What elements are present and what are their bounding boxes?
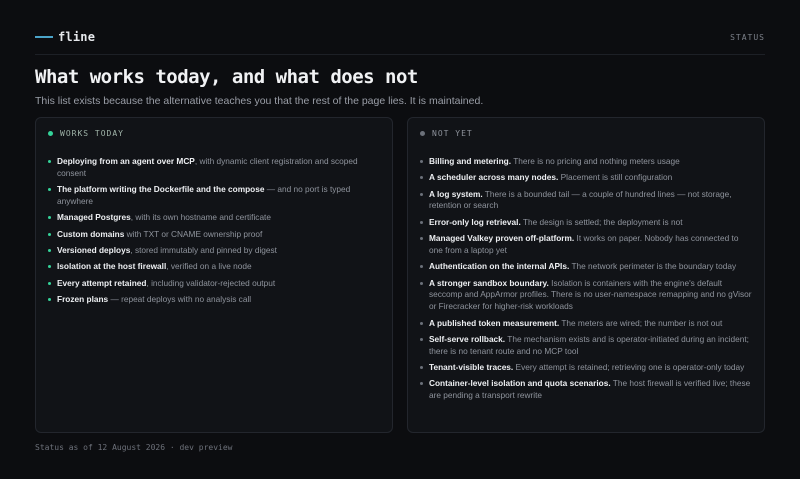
item-description: — and no port is typed anywhere xyxy=(57,184,351,206)
item-description: , verified on a live node xyxy=(166,261,252,272)
item-description: There is a bounded tail — a couple of hundred lines — not storage, retention or search xyxy=(429,188,732,211)
logo[interactable] xyxy=(35,30,95,44)
not-yet-card xyxy=(407,117,765,433)
list-item xyxy=(420,172,752,184)
page-subtitle: This list exists because the alternative teaches you that the rest of the page lies. It is maintained. xyxy=(35,95,484,107)
item-description: Isolation is containers with the engine's default seccomp and AppArmor profiles. There is no user-namespace remapping and no gVisor or Firecracker for higher-risk workloads xyxy=(429,277,752,312)
bullet-icon xyxy=(420,382,423,385)
item-description: , stored immutably and pinned by digest xyxy=(130,244,277,255)
works-today-list xyxy=(48,156,380,311)
item-title: Frozen plans xyxy=(57,294,109,305)
bullet-icon xyxy=(420,193,423,196)
item-description: , including validator-rejected output xyxy=(146,277,276,288)
bullet-icon xyxy=(420,160,423,163)
item-description: There is no pricing and nothing meters usage xyxy=(511,156,680,166)
item-title: Container-level isolation and quota scenarios. xyxy=(429,378,611,389)
item-title: Custom domains xyxy=(57,228,125,239)
status-footer: Status as of 12 August 2026 · dev preview xyxy=(35,443,233,452)
list-item xyxy=(48,184,380,207)
list-item xyxy=(420,278,752,313)
item-description: , with its own hostname and certificate xyxy=(130,212,271,223)
bullet-icon xyxy=(48,216,51,219)
list-item xyxy=(420,362,752,374)
bullet-icon xyxy=(420,338,423,341)
list-item xyxy=(420,378,752,401)
item-title: Versioned deploys xyxy=(57,244,131,255)
not-yet-heading xyxy=(420,129,473,138)
bullet-icon xyxy=(420,265,423,268)
list-item xyxy=(48,245,380,257)
item-title: Billing and metering. xyxy=(429,156,512,166)
logo-text: fline xyxy=(58,30,96,44)
bullet-icon xyxy=(48,298,51,301)
nav-status-link[interactable]: STATUS xyxy=(730,33,765,42)
list-item xyxy=(420,156,752,168)
bullet-icon xyxy=(48,265,51,268)
item-title: Self-serve rollback. xyxy=(429,333,506,344)
item-description: The network perimeter is the boundary today xyxy=(569,261,737,272)
list-item xyxy=(420,318,752,330)
item-description: The meters are wired; the number is not out xyxy=(559,317,723,328)
bullet-icon xyxy=(48,233,51,236)
works-today-card xyxy=(35,117,393,433)
list-item xyxy=(420,261,752,273)
item-title: A stronger sandbox boundary. xyxy=(429,277,549,288)
item-description: The design is settled; the deployment is not xyxy=(520,216,683,227)
not-yet-list xyxy=(420,156,752,407)
list-item xyxy=(48,261,380,273)
item-description: Every attempt is retained; retrieving one is operator-only today xyxy=(513,362,745,373)
bullet-icon xyxy=(48,249,51,252)
bullet-icon xyxy=(420,176,423,179)
bullet-icon xyxy=(420,237,423,240)
bullet-icon xyxy=(420,282,423,285)
bullet-icon xyxy=(48,160,51,163)
top-bar xyxy=(35,24,765,55)
works-today-heading-label: WORKS TODAY xyxy=(60,129,124,138)
logo-mark-icon xyxy=(35,36,53,38)
item-title: Managed Valkey proven off-platform. xyxy=(429,233,575,244)
bullet-icon xyxy=(420,221,423,224)
item-description: with TXT or CNAME ownership proof xyxy=(124,228,263,239)
item-description: It works on paper. Nobody has connected to one from a laptop yet xyxy=(429,233,739,255)
list-item xyxy=(48,229,380,241)
list-item xyxy=(48,156,380,179)
bullet-icon xyxy=(420,322,423,325)
green-status-dot-icon xyxy=(48,131,53,136)
list-item xyxy=(48,278,380,290)
page-title: What works today, and what does not xyxy=(35,66,418,88)
item-title: Every attempt retained xyxy=(57,277,147,288)
bullet-icon xyxy=(48,188,51,191)
list-item xyxy=(48,212,380,224)
item-description: , with dynamic client registration and scoped consent xyxy=(57,156,358,178)
grey-status-dot-icon xyxy=(420,131,425,136)
item-title: A log system. xyxy=(429,188,483,199)
works-today-heading xyxy=(48,129,124,138)
item-description: — repeat deploys with no analysis call xyxy=(108,294,252,305)
item-title: Error-only log retrieval. xyxy=(429,216,521,227)
item-title: A scheduler across many nodes. xyxy=(429,172,559,183)
item-title: The platform writing the Dockerfile and the compose xyxy=(57,184,265,195)
list-item xyxy=(420,233,752,256)
item-title: Isolation at the host firewall xyxy=(57,261,167,272)
item-title: A published token measurement. xyxy=(429,317,560,328)
not-yet-heading-label: NOT YET xyxy=(432,129,473,138)
item-title: Managed Postgres xyxy=(57,212,131,223)
list-item xyxy=(420,217,752,229)
item-title: Authentication on the internal APIs. xyxy=(429,261,570,272)
item-description: The mechanism exists and is operator-initiated during an incident; there is no tenant route and no MCP tool xyxy=(429,333,749,356)
bullet-icon xyxy=(420,366,423,369)
item-description: Placement is still configuration xyxy=(558,172,673,183)
list-item xyxy=(420,189,752,212)
list-item xyxy=(48,294,380,306)
item-description: The host firewall is verified live; these are pending a transport rewrite xyxy=(429,378,751,401)
list-item xyxy=(420,334,752,357)
item-title: Deploying from an agent over MCP xyxy=(57,156,195,166)
item-title: Tenant-visible traces. xyxy=(429,362,514,373)
bullet-icon xyxy=(48,282,51,285)
